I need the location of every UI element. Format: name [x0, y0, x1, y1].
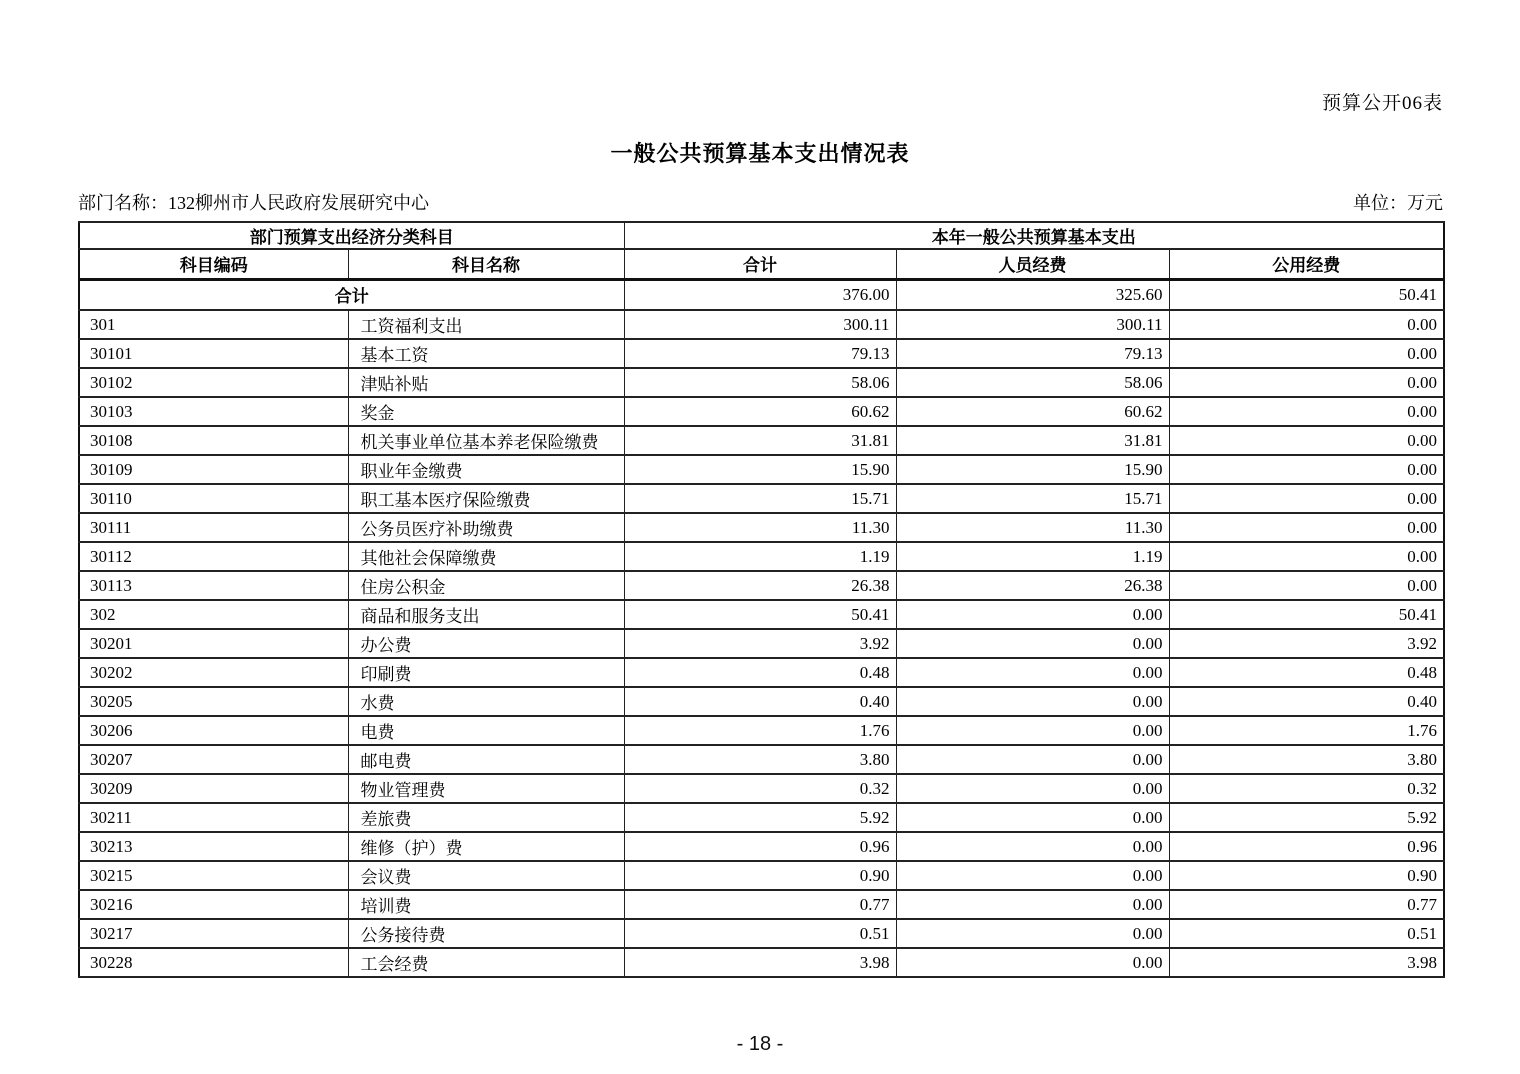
subject-code-cell: 30102 [79, 368, 348, 397]
table-row [79, 948, 1444, 977]
subject-code-cell: 30215 [79, 861, 348, 890]
table-row [79, 600, 1444, 629]
subject-name-cell: 水费 [348, 687, 624, 716]
subject-code-cell: 30213 [79, 832, 348, 861]
personnel-value-cell: 60.62 [896, 397, 1169, 426]
subject-code-cell: 30112 [79, 542, 348, 571]
subject-code-cell: 30113 [79, 571, 348, 600]
subject-code-cell: 30109 [79, 455, 348, 484]
unit-label: 单位：万元 [1353, 193, 1443, 213]
total-value-cell: 3.92 [624, 629, 896, 658]
public-value-cell: 0.00 [1169, 426, 1444, 455]
table-row [79, 426, 1444, 455]
total-value-cell: 79.13 [624, 339, 896, 368]
subject-name-cell: 办公费 [348, 629, 624, 658]
table-meta-row [78, 189, 1443, 215]
table-row [79, 513, 1444, 542]
subject-code-cell: 30217 [79, 919, 348, 948]
total-value-cell: 60.62 [624, 397, 896, 426]
total-value-cell: 0.96 [624, 832, 896, 861]
total-value-cell: 58.06 [624, 368, 896, 397]
public-value-cell: 0.00 [1169, 368, 1444, 397]
subject-name-cell: 职业年金缴费 [348, 455, 624, 484]
header-group-row [79, 222, 1444, 249]
public-value-cell: 0.77 [1169, 890, 1444, 919]
public-value-cell: 0.00 [1169, 571, 1444, 600]
table-row [79, 803, 1444, 832]
subject-code-cell: 30101 [79, 339, 348, 368]
personnel-value-cell: 0.00 [896, 658, 1169, 687]
table-row [79, 919, 1444, 948]
personnel-value-cell: 79.13 [896, 339, 1169, 368]
total-value-cell: 0.48 [624, 658, 896, 687]
table-row [79, 339, 1444, 368]
personnel-value-cell: 1.19 [896, 542, 1169, 571]
public-value-cell: 0.40 [1169, 687, 1444, 716]
public-value-cell: 0.96 [1169, 832, 1444, 861]
header-personnel-funds: 人员经费 [896, 249, 1169, 279]
header-subject-code: 科目编码 [79, 249, 348, 279]
doc-form-label: 预算公开06表 [1321, 93, 1443, 114]
subject-name-cell: 机关事业单位基本养老保险缴费 [348, 426, 624, 455]
subject-name-cell: 商品和服务支出 [348, 600, 624, 629]
header-group-basic-expenditure: 本年一般公共预算基本支出 [624, 222, 1444, 249]
total-value-cell: 0.77 [624, 890, 896, 919]
total-row-personnel-value: 325.60 [896, 279, 1169, 310]
total-value-cell: 0.32 [624, 774, 896, 803]
public-value-cell: 0.00 [1169, 310, 1444, 339]
table-row [79, 542, 1444, 571]
total-row-total-value: 376.00 [624, 279, 896, 310]
subject-name-cell: 奖金 [348, 397, 624, 426]
table-row [79, 832, 1444, 861]
total-row-public-value: 50.41 [1169, 279, 1444, 310]
subject-code-cell: 30211 [79, 803, 348, 832]
public-value-cell: 0.90 [1169, 861, 1444, 890]
total-value-cell: 15.71 [624, 484, 896, 513]
public-value-cell: 0.48 [1169, 658, 1444, 687]
table-row [79, 658, 1444, 687]
personnel-value-cell: 31.81 [896, 426, 1169, 455]
table-row [79, 455, 1444, 484]
subject-code-cell: 30108 [79, 426, 348, 455]
total-value-cell: 0.51 [624, 919, 896, 948]
subject-name-cell: 基本工资 [348, 339, 624, 368]
subject-name-cell: 差旅费 [348, 803, 624, 832]
total-value-cell: 0.40 [624, 687, 896, 716]
personnel-value-cell: 300.11 [896, 310, 1169, 339]
table-row [79, 745, 1444, 774]
total-value-cell: 50.41 [624, 600, 896, 629]
subject-name-cell: 工资福利支出 [348, 310, 624, 339]
public-value-cell: 0.00 [1169, 484, 1444, 513]
subject-code-cell: 30111 [79, 513, 348, 542]
subject-code-cell: 30207 [79, 745, 348, 774]
subject-code-cell: 301 [79, 310, 348, 339]
page-number: - 18 - [736, 1033, 784, 1055]
table-row [79, 861, 1444, 890]
total-value-cell: 3.80 [624, 745, 896, 774]
public-value-cell: 0.00 [1169, 513, 1444, 542]
table-row [79, 890, 1444, 919]
subject-name-cell: 职工基本医疗保险缴费 [348, 484, 624, 513]
personnel-value-cell: 0.00 [896, 774, 1169, 803]
subject-code-cell: 30201 [79, 629, 348, 658]
public-value-cell: 0.32 [1169, 774, 1444, 803]
public-value-cell: 3.80 [1169, 745, 1444, 774]
public-value-cell: 1.76 [1169, 716, 1444, 745]
personnel-value-cell: 0.00 [896, 890, 1169, 919]
subject-code-cell: 30110 [79, 484, 348, 513]
public-value-cell: 5.92 [1169, 803, 1444, 832]
subject-code-cell: 30103 [79, 397, 348, 426]
header-public-funds: 公用经费 [1169, 249, 1444, 279]
subject-name-cell: 印刷费 [348, 658, 624, 687]
subject-name-cell: 公务员医疗补助缴费 [348, 513, 624, 542]
subject-code-cell: 30206 [79, 716, 348, 745]
total-row-label: 合计 [79, 279, 624, 310]
personnel-value-cell: 15.90 [896, 455, 1169, 484]
personnel-value-cell: 0.00 [896, 629, 1169, 658]
personnel-value-cell: 0.00 [896, 948, 1169, 977]
personnel-value-cell: 0.00 [896, 687, 1169, 716]
personnel-value-cell: 0.00 [896, 745, 1169, 774]
table-row [79, 368, 1444, 397]
subject-name-cell: 工会经费 [348, 948, 624, 977]
public-value-cell: 3.98 [1169, 948, 1444, 977]
subject-code-cell: 30228 [79, 948, 348, 977]
total-value-cell: 31.81 [624, 426, 896, 455]
total-value-cell: 300.11 [624, 310, 896, 339]
subject-name-cell: 培训费 [348, 890, 624, 919]
public-value-cell: 0.00 [1169, 339, 1444, 368]
subject-name-cell: 电费 [348, 716, 624, 745]
subject-code-cell: 30205 [79, 687, 348, 716]
subject-name-cell: 物业管理费 [348, 774, 624, 803]
page-title: 一般公共预算基本支出情况表 [610, 141, 910, 166]
table-row [79, 571, 1444, 600]
personnel-value-cell: 0.00 [896, 803, 1169, 832]
table-row [79, 774, 1444, 803]
personnel-value-cell: 26.38 [896, 571, 1169, 600]
public-value-cell: 0.00 [1169, 542, 1444, 571]
header-columns-row [79, 249, 1444, 279]
header-group-classification: 部门预算支出经济分类科目 [79, 222, 624, 249]
subject-name-cell: 津贴补贴 [348, 368, 624, 397]
table-row [79, 687, 1444, 716]
table-row [79, 310, 1444, 339]
total-value-cell: 11.30 [624, 513, 896, 542]
public-value-cell: 3.92 [1169, 629, 1444, 658]
personnel-value-cell: 0.00 [896, 919, 1169, 948]
subject-name-cell: 维修（护）费 [348, 832, 624, 861]
table-row [79, 484, 1444, 513]
table-row [79, 397, 1444, 426]
public-value-cell: 0.00 [1169, 397, 1444, 426]
subject-name-cell: 邮电费 [348, 745, 624, 774]
header-subject-name: 科目名称 [348, 249, 624, 279]
total-value-cell: 0.90 [624, 861, 896, 890]
table-total-row [79, 279, 1444, 310]
total-value-cell: 1.76 [624, 716, 896, 745]
total-value-cell: 26.38 [624, 571, 896, 600]
total-value-cell: 3.98 [624, 948, 896, 977]
total-value-cell: 1.19 [624, 542, 896, 571]
table-row [79, 716, 1444, 745]
total-value-cell: 5.92 [624, 803, 896, 832]
table-row [79, 629, 1444, 658]
subject-code-cell: 30202 [79, 658, 348, 687]
personnel-value-cell: 0.00 [896, 716, 1169, 745]
subject-name-cell: 公务接待费 [348, 919, 624, 948]
total-value-cell: 15.90 [624, 455, 896, 484]
subject-code-cell: 30216 [79, 890, 348, 919]
subject-code-cell: 30209 [79, 774, 348, 803]
subject-name-cell: 其他社会保障缴费 [348, 542, 624, 571]
personnel-value-cell: 0.00 [896, 600, 1169, 629]
personnel-value-cell: 0.00 [896, 861, 1169, 890]
personnel-value-cell: 0.00 [896, 832, 1169, 861]
subject-name-cell: 会议费 [348, 861, 624, 890]
public-value-cell: 0.51 [1169, 919, 1444, 948]
budget-table [78, 221, 1445, 978]
subject-code-cell: 302 [79, 600, 348, 629]
personnel-value-cell: 11.30 [896, 513, 1169, 542]
public-value-cell: 0.00 [1169, 455, 1444, 484]
personnel-value-cell: 58.06 [896, 368, 1169, 397]
subject-name-cell: 住房公积金 [348, 571, 624, 600]
personnel-value-cell: 15.71 [896, 484, 1169, 513]
header-total: 合计 [624, 249, 896, 279]
department-name-label: 部门名称：132柳州市人民政府发展研究中心 [78, 193, 429, 213]
public-value-cell: 50.41 [1169, 600, 1444, 629]
